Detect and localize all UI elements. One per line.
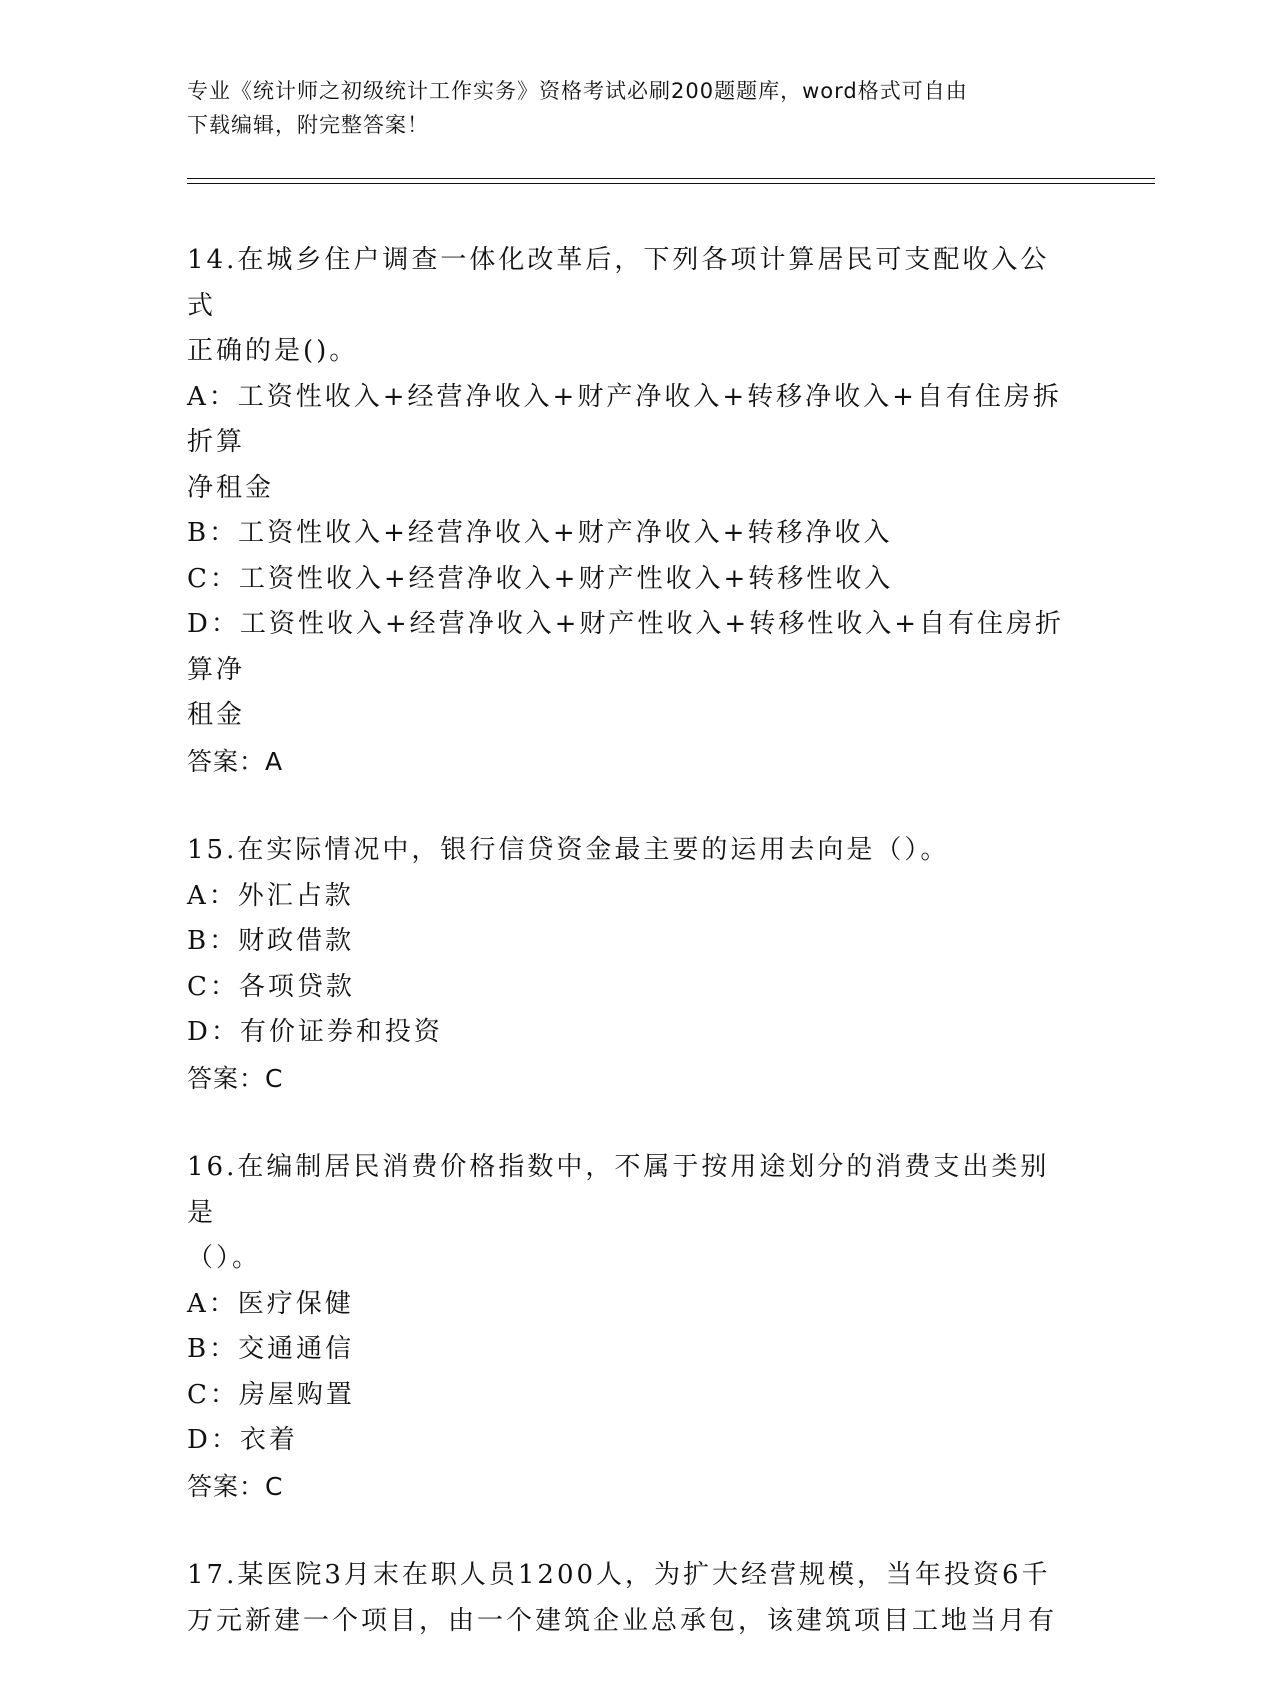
document-header xyxy=(187,74,1067,142)
question-14 xyxy=(187,238,1077,784)
question-text-line: （）。 xyxy=(187,1243,262,1273)
question-16 xyxy=(187,1145,1077,1509)
question-text-line: 15.在实际情况中，银行信贷资金最主要的运用去向是（）。 xyxy=(187,835,950,865)
option-d: D：工资性收入+经营净收入+财产性收入+转移性收入+自有住房折算净 xyxy=(187,609,1064,685)
answer-label: 答案：A xyxy=(187,746,284,776)
question-15 xyxy=(187,828,1077,1101)
question-text-line: 正确的是()。 xyxy=(187,336,359,366)
option-a: A：医疗保健 xyxy=(187,1288,354,1319)
question-text-line: 17.某医院3月末在职人员1200人，为扩大经营规模，当年投资6千 xyxy=(187,1560,1051,1590)
option-d: D：衣着 xyxy=(187,1425,298,1455)
answer-label: 答案：C xyxy=(187,1063,284,1093)
option-d: D：有价证券和投资 xyxy=(187,1017,443,1047)
header-line-2: 下载编辑，附完整答案！ xyxy=(187,113,429,137)
question-list xyxy=(187,238,1077,1688)
option-a: A：工资性收入+经营净收入+财产净收入+转移净收入+自有住房拆折算 xyxy=(187,381,1062,457)
answer-label: 答案：C xyxy=(187,1471,284,1501)
option-b: B：工资性收入+经营净收入+财产净收入+转移净收入 xyxy=(187,518,893,548)
question-text-line: 14.在城乡住户调查一体化改革后，下列各项计算居民可支配收入公式 xyxy=(187,245,1050,321)
header-rule-bottom xyxy=(187,183,1155,184)
header-rule-top xyxy=(187,178,1155,179)
question-text-line: 万元新建一个项目，由一个建筑企业总承包，该建筑项目工地当月有 xyxy=(187,1605,1058,1636)
header-line-1: 专业《统计师之初级统计工作实务》资格考试必刷200题题库，word格式可自由 xyxy=(187,79,968,103)
question-17 xyxy=(187,1553,1077,1644)
option-c: C：各项贷款 xyxy=(187,971,355,1002)
option-c: C：工资性收入+经营净收入+财产性收入+转移性收入 xyxy=(187,563,894,594)
option-b: B：财政借款 xyxy=(187,926,355,956)
option-b: B：交通通信 xyxy=(187,1334,355,1364)
question-text-line: 16.在编制居民消费价格指数中，不属于按用途划分的消费支出类别是 xyxy=(187,1152,1050,1228)
option-d-continued: 租金 xyxy=(187,700,246,730)
option-a: A：外汇占款 xyxy=(187,880,354,911)
option-c: C：房屋购置 xyxy=(187,1379,355,1410)
option-a-continued: 净租金 xyxy=(187,472,275,503)
